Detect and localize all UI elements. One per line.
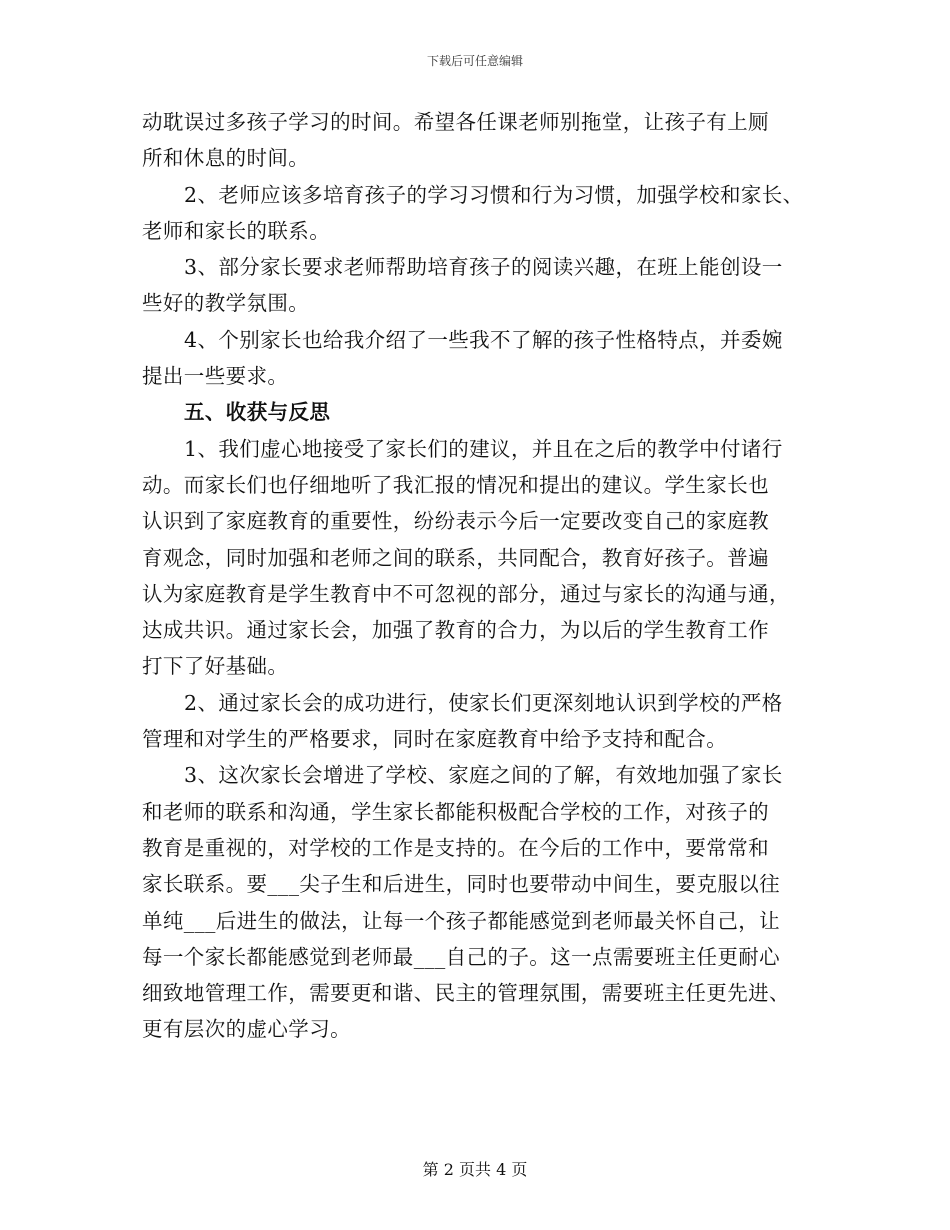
text-line: 3、部分家长要求老师帮助培育孩子的阅读兴趣，在班上能创设一 <box>184 255 783 280</box>
text-line: 4、个别家长也给我介绍了一些我不了解的孩子性格特点，并委婉 <box>184 327 783 352</box>
text-line: 所和休息的时间。 <box>142 146 310 171</box>
text-line: 提出一些要求。 <box>142 364 289 389</box>
text-line: 动。而家长们也仔细地听了我汇报的情况和提出的建议。学生家长也 <box>142 472 769 497</box>
text-line: 细致地管理工作，需要更和谐、民主的管理氛围，需要班主任更先进、 <box>142 981 790 1006</box>
document-body <box>142 104 822 1048</box>
text-line: 和老师的联系和沟通，学生家长都能积极配合学校的工作，对孩子的 <box>142 799 769 824</box>
text-line: 每一个家长都能感觉到老师最___自己的子。这一点需要班主任更耐心 <box>142 944 781 969</box>
text-line: 家长联系。要___尖子生和后进生，同时也要带动中间生，要克服以往 <box>142 872 781 897</box>
text-line: 老师和家长的联系。 <box>142 218 331 243</box>
text-line: 管理和对学生的严格要求，同时在家庭教育中给予支持和配合。 <box>142 727 728 752</box>
text-line: 打下了好基础。 <box>142 654 289 679</box>
text-line: 动耽误过多孩子学习的时间。希望各任课老师别拖堂，让孩子有上厕 <box>142 110 769 134</box>
text-line: 教育是重视的，对学校的工作是支持的。在今后的工作中，要常常和 <box>142 835 769 860</box>
section-heading: 五、收获与反思 <box>184 400 331 425</box>
text-line: 单纯___后进生的做法，让每一个孩子都能感觉到老师最关怀自己，让 <box>142 908 781 933</box>
text-line: 些好的教学氛围。 <box>142 291 310 316</box>
text-line: 更有层次的虚心学习。 <box>142 1017 351 1042</box>
text-line: 2、老师应该多培育孩子的学习习惯和行为习惯，加强学校和家长、 <box>184 182 804 207</box>
text-line: 1、我们虚心地接受了家长们的建议，并且在之后的教学中付诸行 <box>184 436 783 461</box>
text-line: 育观念，同时加强和老师之间的联系，共同配合，教育好孩子。普遍 <box>142 545 769 570</box>
text-line: 达成共识。通过家长会，加强了教育的合力，为以后的学生教育工作 <box>142 618 769 643</box>
page-header: 下载后可任意编辑 <box>426 54 523 68</box>
text-line: 认为家庭教育是学生教育中不可忽视的部分，通过与家长的沟通与通， <box>142 581 790 606</box>
text-line: 认识到了家庭教育的重要性，纷纷表示今后一定要改变自己的家庭教 <box>142 509 769 534</box>
text-line: 3、这次家长会增进了学校、家庭之间的了解，有效地加强了家长 <box>184 763 783 788</box>
page-footer: 第 2 页共 4 页 <box>422 1160 528 1179</box>
text-line: 2、通过家长会的成功进行，使家长们更深刻地认识到学校的严格 <box>184 690 783 715</box>
